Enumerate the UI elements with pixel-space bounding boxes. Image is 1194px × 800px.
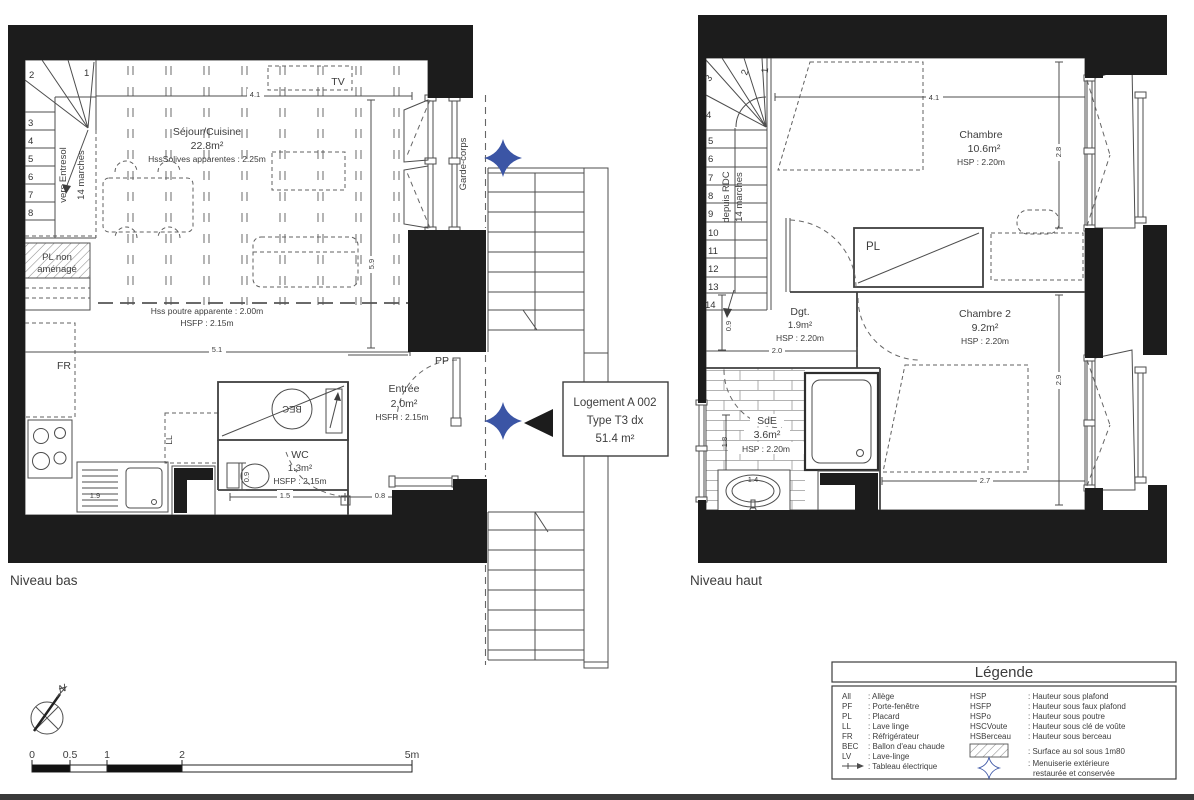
room-area: 1.3m² <box>287 463 313 474</box>
joists <box>128 66 399 305</box>
room-area: 2.0m² <box>390 398 418 410</box>
garde-corps-window <box>404 95 460 233</box>
compass <box>31 682 68 734</box>
legend-title: Légende <box>974 664 1034 681</box>
unit-area: 51.4 m² <box>595 433 635 445</box>
legend-def: restaurée et conservée <box>1033 769 1115 778</box>
stair-number: 5 <box>28 154 34 165</box>
legend-def: : Surface au sol sous 1m80 <box>1028 747 1125 756</box>
pointer-triangle-icon <box>524 409 553 437</box>
drainboard <box>82 470 118 506</box>
scale-tick-label: 5m <box>404 749 420 761</box>
fridge-label: FR <box>57 360 71 372</box>
hatch-swatch-icon <box>970 744 1008 757</box>
window-sash-open <box>404 166 428 228</box>
legend-def: : Porte-fenêtre <box>868 702 920 711</box>
legend-abbr: PF <box>842 702 853 711</box>
stair-number: 2 <box>29 70 35 81</box>
dim: 2.9 <box>1054 374 1063 386</box>
dim: 0.9 <box>242 471 251 483</box>
stair-note: 14 marches <box>76 150 87 200</box>
legend-def: : Réfrigérateur <box>868 732 920 741</box>
window-sash-open <box>1095 350 1135 490</box>
unit-label-box <box>524 382 668 456</box>
dim: 1.8 <box>720 436 729 448</box>
furniture-dashed <box>103 66 358 287</box>
window-sash-open <box>1095 66 1135 228</box>
stair-number: 6 <box>28 172 34 183</box>
stove <box>28 420 72 478</box>
stair-number: 2 <box>739 68 752 77</box>
stair-number: 14 <box>705 300 716 311</box>
stair-number: 8 <box>708 191 714 202</box>
legend-def: : Lave-linge <box>868 752 910 761</box>
room-note: HSP : 2.20m <box>960 336 1010 346</box>
flue <box>174 468 213 513</box>
legend-def: : Allège <box>868 692 895 701</box>
legend <box>832 662 1176 779</box>
stair-number: 3 <box>28 118 34 129</box>
scale-bar <box>29 749 419 772</box>
stair-number: 4 <box>706 110 712 121</box>
legend-abbr: HSFP <box>970 702 992 711</box>
legend-def: : Tableau électrique <box>868 762 938 771</box>
legend-def: : Hauteur sous berceau <box>1028 732 1112 741</box>
room-name: Chambre <box>959 129 1003 141</box>
flue <box>820 473 878 515</box>
legend-abbr: PL <box>842 712 852 721</box>
legend-abbr: FR <box>842 732 853 741</box>
washer-label: LL <box>164 435 174 445</box>
legend-abbr: LV <box>842 752 852 761</box>
stair-number: 10 <box>708 228 719 239</box>
room-note: HSFP : 2.15m <box>375 412 429 422</box>
room-note: HssSolives apparentes : 2.25m <box>148 154 266 164</box>
beam-note: Hss poutre apparente : 2.00m <box>150 306 264 316</box>
stair-number: 11 <box>708 246 718 257</box>
tv-label: TV <box>331 76 345 88</box>
legend-abbr: LL <box>842 722 851 731</box>
stair-note: 14 marches <box>734 172 745 222</box>
stair-number: 3 <box>703 73 716 84</box>
unit-type: Type T3 dx <box>586 415 644 427</box>
chambre-door-arc <box>790 220 856 288</box>
scale-tick-label: 1 <box>104 749 110 761</box>
room-name: Entrée <box>388 383 420 395</box>
closet-label: aménagé <box>37 264 77 275</box>
scale-tick-label: 2 <box>179 749 185 761</box>
legend-def: : Lave linge <box>868 722 909 731</box>
open-leaf <box>392 478 455 486</box>
stair-note: depuis RDC <box>721 171 732 223</box>
dim: 2.0 <box>771 346 783 355</box>
labels-bas <box>28 68 469 500</box>
room-name: SdE <box>757 415 777 427</box>
room-name: WC <box>291 449 309 461</box>
room-area: 3.6m² <box>753 429 781 441</box>
legend-def: : Placard <box>868 712 900 721</box>
room-name: Séjour/Cuisine <box>172 126 242 138</box>
beam-note: HSFP : 2.15m <box>180 318 234 328</box>
room-note: HSFP : 2.15m <box>273 476 327 486</box>
legend-def: : Hauteur sous faux plafond <box>1028 702 1126 711</box>
sofa <box>253 237 358 287</box>
menuiserie-star-icon <box>484 139 522 177</box>
stair-number: 8 <box>28 208 34 219</box>
legend-def: : Ballon d'eau chaude <box>868 742 945 751</box>
room-area: 22.8m² <box>190 140 224 152</box>
entrance-door <box>389 358 461 487</box>
dim: 1.5 <box>279 491 291 500</box>
desk <box>991 233 1083 280</box>
dim: 4.1 <box>249 90 261 99</box>
dining-table <box>103 178 193 232</box>
menuiserie-star-icon <box>484 402 522 440</box>
legend-abbr: BEC <box>842 742 859 751</box>
plan-niveau-haut <box>690 15 1167 588</box>
page-edge-bar <box>0 794 1194 800</box>
stair-number: 4 <box>28 136 34 147</box>
stair-number: 1 <box>759 67 772 74</box>
room-note: HSP : 2.20m <box>775 333 825 343</box>
room-area: 10.6m² <box>967 143 1001 155</box>
legend-def: : Hauteur sous plafond <box>1028 692 1109 701</box>
plan-niveau-bas <box>8 25 487 665</box>
stair-note: vers Entresol <box>58 147 69 203</box>
plan-title-bas: Niveau bas <box>10 573 78 588</box>
north-needle-icon <box>34 694 60 731</box>
dim: 1.4 <box>747 475 759 484</box>
room-area: 1.9m² <box>787 320 813 331</box>
legend-abbr: All <box>842 692 851 701</box>
stair-number: 7 <box>708 173 714 184</box>
pp-label: PP <box>434 355 450 367</box>
stair-number: 5 <box>708 136 714 147</box>
shower <box>805 373 878 470</box>
dim: 0.9 <box>724 320 733 332</box>
stair-number: 12 <box>708 264 719 275</box>
unit-name: Logement A 002 <box>573 397 657 409</box>
chair <box>1017 210 1059 234</box>
pl-label: PL <box>866 241 881 253</box>
legend-abbr: HSPo <box>970 712 991 721</box>
dim: 0.8 <box>374 491 386 500</box>
pp-door-leaf <box>453 358 460 420</box>
stair-number: 7 <box>28 190 34 201</box>
legend-def: : Hauteur sous poutre <box>1028 712 1105 721</box>
legend-def: : Menuiserie extérieure <box>1028 759 1110 768</box>
stair-number: 6 <box>708 154 714 165</box>
legend-abbr: HSP <box>970 692 987 701</box>
dim: 2.7 <box>979 476 991 485</box>
legend-abbr: HSBerceau <box>970 732 1011 741</box>
chambre2-door-arc <box>858 298 920 360</box>
room-area: 9.2m² <box>971 322 999 334</box>
dim: 1.9 <box>89 491 101 500</box>
plan-title-haut: Niveau haut <box>690 573 763 588</box>
room-note: HSP : 2.20m <box>956 157 1006 167</box>
legend-abbr: HSCVoute <box>970 722 1008 731</box>
closet-label: PL non <box>42 252 72 263</box>
north-label: N <box>56 681 68 696</box>
window-sash-open <box>404 100 428 162</box>
room-note: HSP : 2.20m <box>741 444 791 454</box>
water-heater-label: BEC <box>282 403 302 414</box>
bed-2 <box>883 365 1028 472</box>
stair-number: 13 <box>708 282 719 293</box>
room-name: Chambre 2 <box>959 308 1011 320</box>
dim: 5.9 <box>367 258 376 270</box>
dim: 5.1 <box>211 345 223 354</box>
bed-1 <box>778 62 923 170</box>
scale-tick-label: 0 <box>29 749 35 761</box>
dim: 4.1 <box>928 93 940 102</box>
garde-corps-label: Garde-corps <box>458 137 469 191</box>
stair-number: 9 <box>708 209 714 220</box>
stair-number: 1 <box>84 68 90 79</box>
dim: 2.8 <box>1054 146 1063 158</box>
scale-tick-label: 0.5 <box>62 749 78 761</box>
room-name: Dgt. <box>790 306 810 318</box>
legend-def: : Hauteur sous clé de voûte <box>1028 722 1126 731</box>
side-table <box>272 152 345 190</box>
toilet-tank <box>227 463 239 488</box>
